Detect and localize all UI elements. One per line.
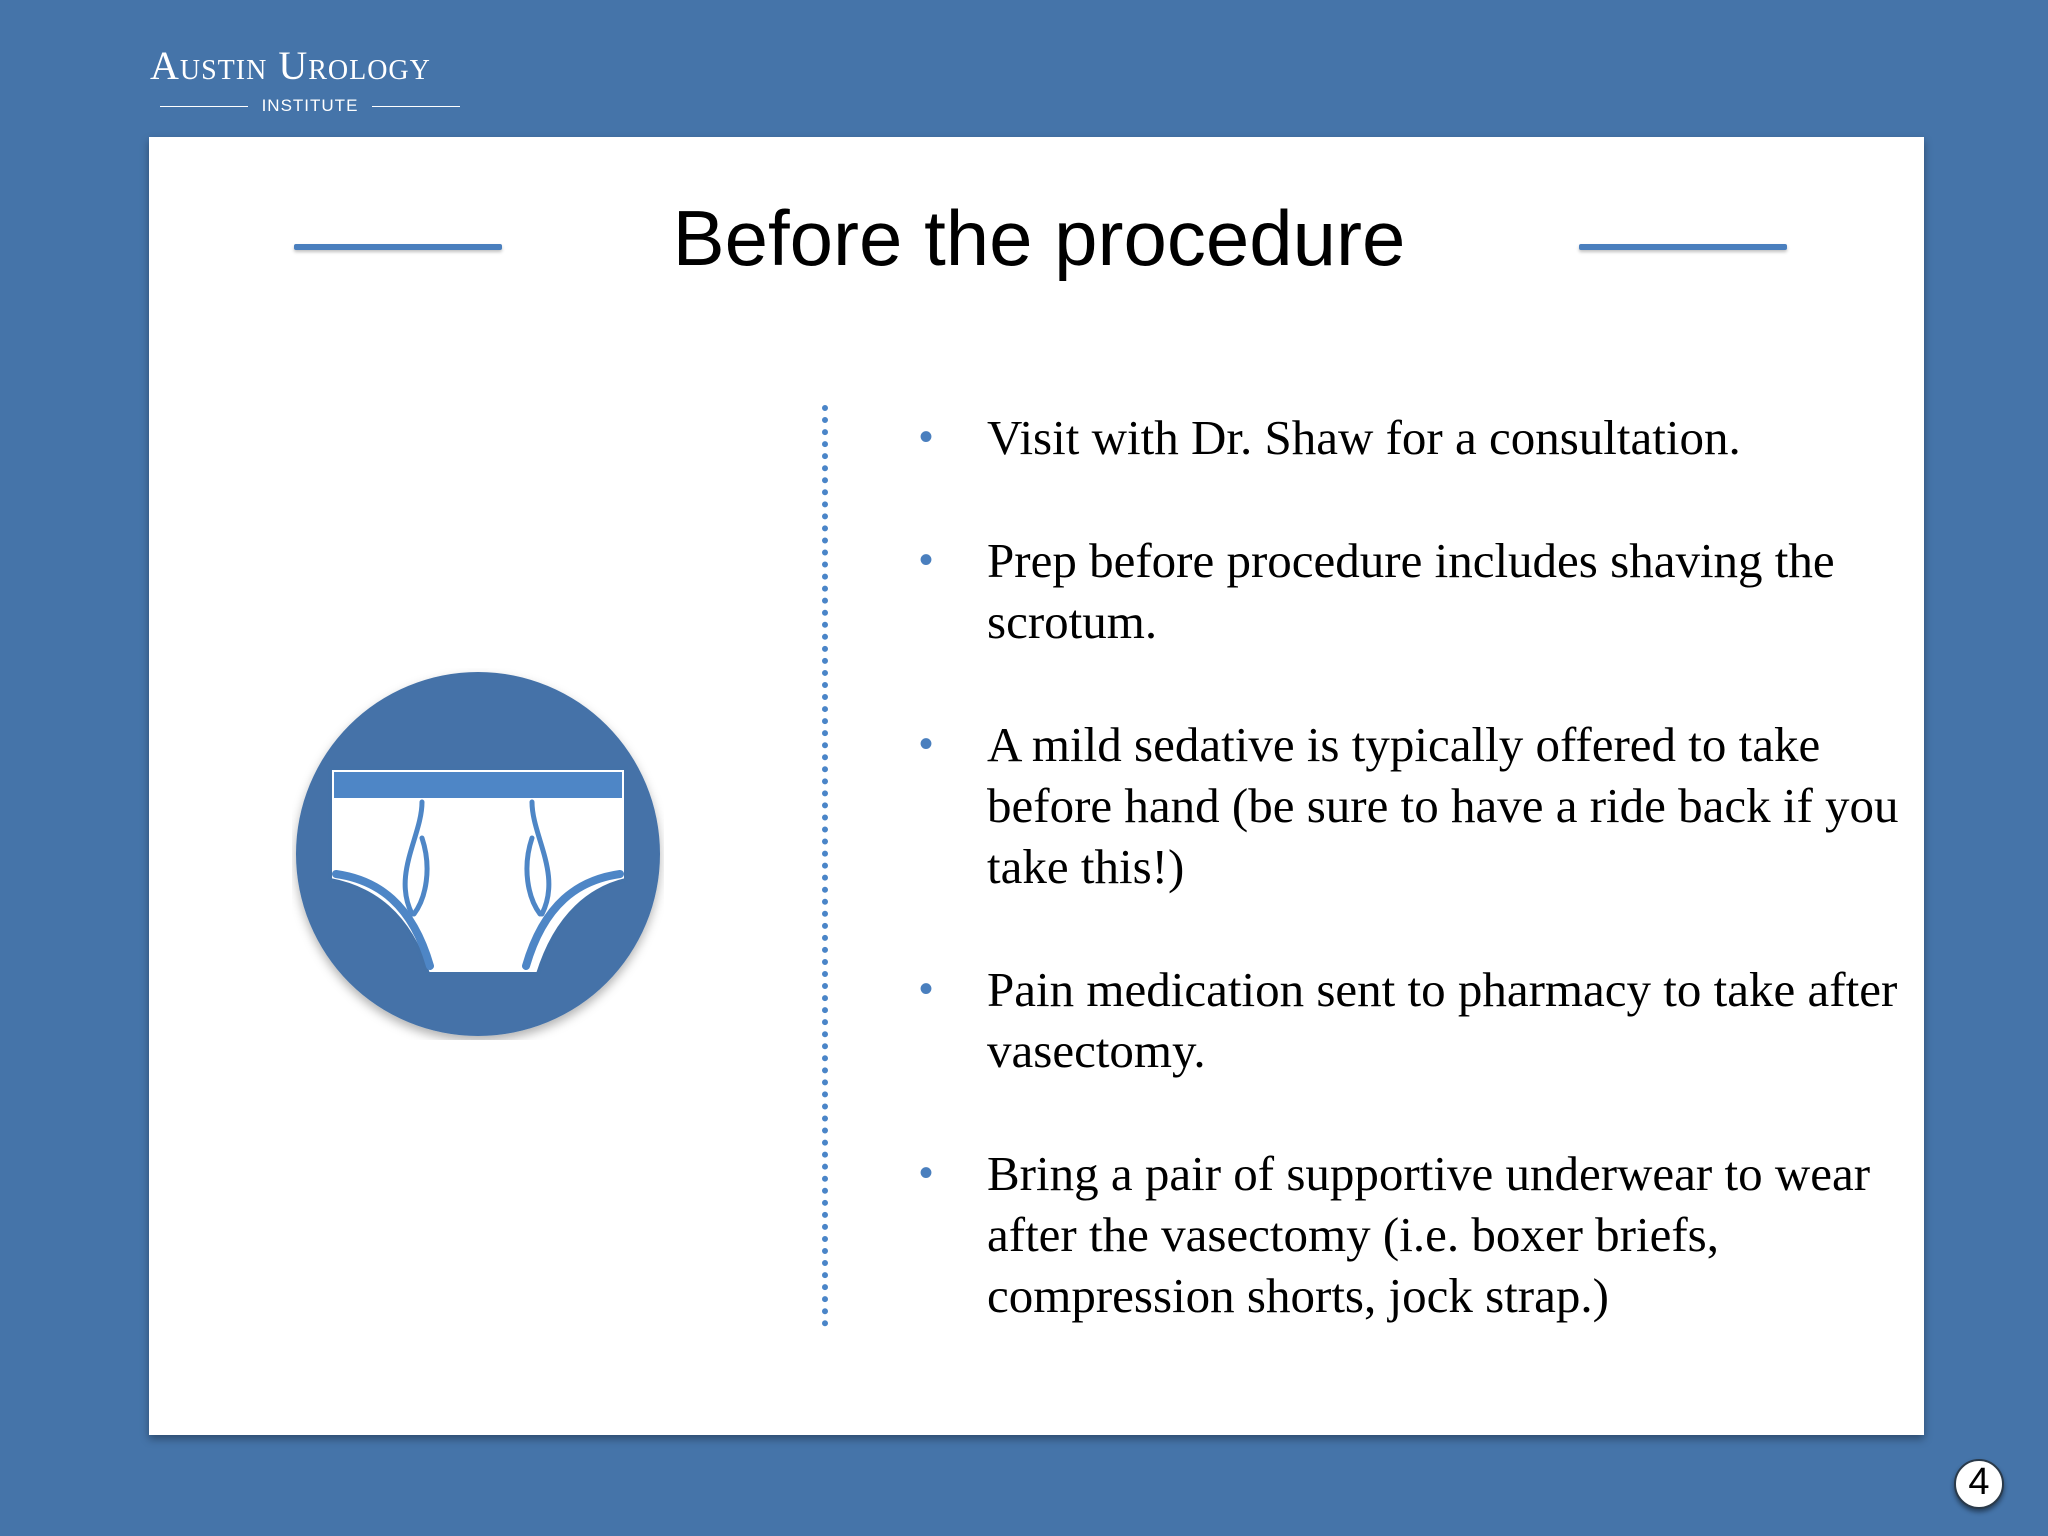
bullet-list: [889, 407, 1899, 1326]
bullet-text: Prep before procedure includes shaving the scrotum.: [987, 533, 1835, 649]
bullet-marker: •: [919, 538, 934, 582]
underwear-icon: [292, 668, 664, 1040]
bullet-marker: •: [919, 1151, 934, 1195]
bullet-item: [889, 959, 1899, 1081]
logo-name: Austin Urology: [150, 43, 431, 88]
bullet-item: [889, 407, 1899, 468]
page-number-badge: 4: [1954, 1459, 2004, 1509]
bullet-marker: •: [919, 722, 934, 766]
bullet-item: [889, 1143, 1899, 1326]
title-accent-line-left: [294, 244, 502, 250]
bullet-text: A mild sedative is typically offered to take before hand (be sure to have a ride back if you take this!): [987, 717, 1899, 894]
title-accent-line-right: [1579, 244, 1787, 250]
logo-subtitle-row: [160, 94, 460, 118]
bullet-marker: •: [919, 415, 934, 459]
slide-title: Before the procedure: [672, 194, 1406, 282]
dotted-divider: [822, 405, 828, 1327]
bullet-text: Visit with Dr. Shaw for a consultation.: [987, 410, 1741, 465]
company-logo: [150, 42, 470, 120]
logo-divider-right: [372, 106, 460, 107]
bullet-item: [889, 714, 1899, 897]
logo-divider-left: [160, 106, 248, 107]
bullet-text: Pain medication sent to pharmacy to take after vasectomy.: [987, 962, 1898, 1078]
bullet-marker: •: [919, 967, 934, 1011]
bullet-text: Bring a pair of supportive underwear to wear after the vasectomy (i.e. boxer briefs, compression shorts, jock strap.): [987, 1146, 1871, 1323]
slide-canvas: [149, 137, 1924, 1435]
bullet-item: [889, 530, 1899, 652]
logo-subtitle: INSTITUTE: [261, 96, 359, 115]
